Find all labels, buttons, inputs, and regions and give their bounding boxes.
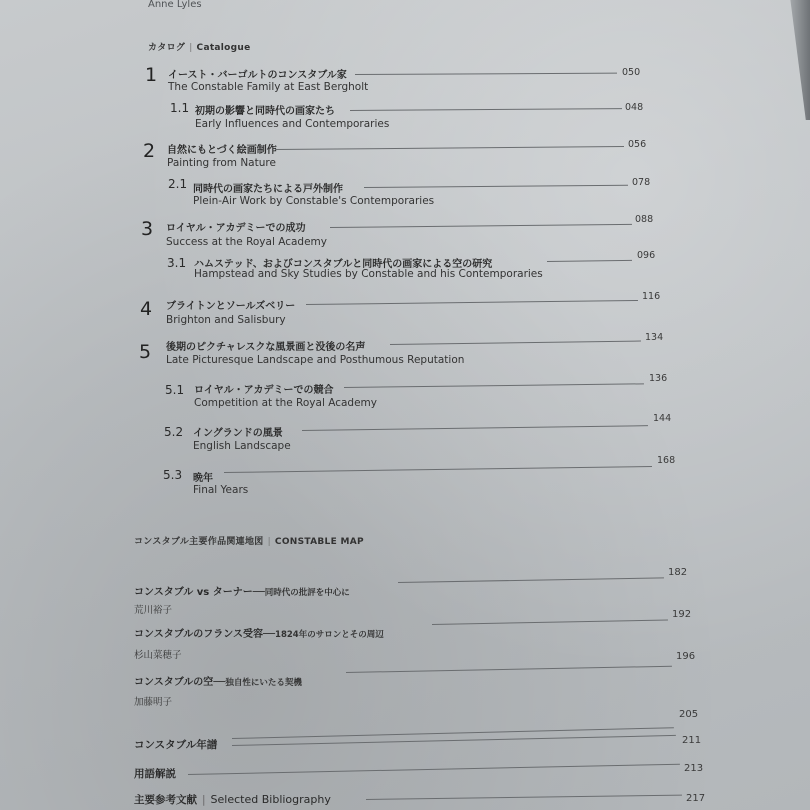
heading-separator: | [267,537,271,547]
section-title-en: Competition at the Royal Academy [194,397,377,409]
page-number: 192 [672,609,692,620]
chapter-number: 4 [140,298,153,320]
leader-line [224,466,652,473]
page-number: 048 [625,102,644,113]
section-number: 5.3 [163,468,183,482]
essay-subtitle: 独自性にいたる契機 [225,678,302,688]
back-matter-title: コンスタブル年譜 [134,739,218,751]
section-title-en: Hampstead and Sky Studies by Constable and his Contemporaries [194,268,543,280]
essay-dash: ── [213,677,226,688]
leader-line [364,185,628,188]
section-title-jp: ロイヤル・アカデミーでの競合 [194,385,334,396]
leader-line [330,224,632,228]
bibliography-en: Selected Bibliography [210,793,331,806]
essay-subtitle: 同時代の批評を中心に [264,588,350,598]
section-number: 1.1 [170,101,190,115]
back-matter-title: 用語解説 [134,768,176,780]
section-title-jp: 初期の影響と同時代の画家たち [195,106,335,117]
section-title-en: Final Years [193,484,249,496]
page-number: 116 [642,291,661,302]
page-number: 168 [657,455,676,466]
page-number: 088 [635,214,654,225]
page-number: 134 [645,332,664,343]
section-title-jp: イングランドの風景 [193,428,283,439]
leader-line [547,260,632,262]
section-number: 3.1 [167,256,187,270]
chapter-title-en: Success at the Royal Academy [166,236,327,248]
section-title-jp: 同時代の画家たちによる戸外制作 [193,184,343,195]
leader-line [188,764,680,775]
page-number: 050 [622,67,641,78]
page-number: 196 [676,651,696,662]
leader-line [366,795,682,800]
essay-author: 荒川裕子 [134,605,173,616]
chapter-title-en: Late Picturesque Landscape and Posthumous Reputation [166,354,465,366]
page-number: 096 [637,250,656,261]
chapter-number: 5 [139,341,152,363]
chapter-title-jp: イースト・バーゴルトのコンスタブル家 [168,70,347,81]
section-title-en: Plein-Air Work by Constable's Contemporaries [193,195,435,207]
page-number: 144 [653,413,672,424]
previous-author-name: Anne Lyles [148,0,202,10]
chapter-title-jp: ブライトンとソールズベリー [166,301,296,312]
leader-line [355,73,617,75]
page-number: 211 [682,735,702,746]
essay-title [134,673,302,688]
page-number: 213 [684,763,704,774]
chapter-title-en: Painting from Nature [167,157,276,169]
essay-dash: ── [263,629,276,640]
page-number: 136 [649,373,668,384]
section-title-jp: 晩年 [193,473,213,484]
leader-line [432,619,668,625]
essay-subtitle: 1824年のサロンとその周辺 [275,630,384,640]
leader-line [306,300,638,305]
heading-separator: | [202,794,206,806]
chapter-title-en: Brighton and Salisbury [166,314,286,326]
leader-line [346,666,672,673]
page-number: 205 [679,709,699,720]
essay-title-main: コンスタブルの空 [134,677,214,688]
essay-title [134,625,384,640]
essay-title-main: コンスタブル vs ターナー [134,587,253,598]
page-number: 182 [668,567,688,578]
section-number: 5.2 [164,425,184,439]
chapter-number: 1 [145,64,158,86]
bibliography-jp: 主要参考文献 [134,794,197,806]
page-number: 056 [628,139,647,150]
chapter-title-jp: ロイヤル・アカデミーでの成功 [166,223,306,234]
leader-line [398,577,664,583]
chapter-title-en: The Constable Family at East Bergholt [168,81,369,93]
page-edge-shadow [782,0,810,120]
section-title-en: English Landscape [193,440,291,452]
page-number: 217 [686,793,706,804]
map-heading [134,534,364,547]
page-number: 078 [632,177,651,188]
section-number: 2.1 [168,177,188,191]
essay-dash: ── [252,587,265,598]
chapter-title-jp: 後期のピクチャレスクな風景画と没後の名声 [166,342,366,353]
essay-title-main: コンスタブルのフランス受容 [134,629,263,640]
back-matter-title [134,792,331,807]
chapter-number: 3 [141,218,154,240]
chapter-title-jp: 自然にもとづく絵画制作 [167,145,277,156]
section-title-en: Early Influences and Contemporaries [195,118,390,130]
map-heading-en: CONSTABLE MAP [274,537,364,547]
leader-line [390,340,641,345]
essay-title [134,583,350,598]
catalogue-heading-jp: カタログ [148,43,186,53]
leader-line [275,146,624,150]
section-number: 5.1 [165,383,185,397]
section-title-jp: ハムステッド、およびコンスタブルと同時代の画家による空の研究 [194,259,493,270]
catalogue-heading-en: Catalogue [196,43,251,53]
leader-line [302,425,648,431]
heading-separator: | [189,43,193,53]
leader-line [344,383,644,388]
essay-author: 杉山菜穂子 [134,650,182,661]
catalogue-heading [148,40,251,53]
leader-line [350,108,622,111]
essay-author: 加藤明子 [134,697,173,708]
chapter-number: 2 [143,140,156,162]
map-heading-jp: コンスタブル主要作品関連地図 [134,537,264,547]
